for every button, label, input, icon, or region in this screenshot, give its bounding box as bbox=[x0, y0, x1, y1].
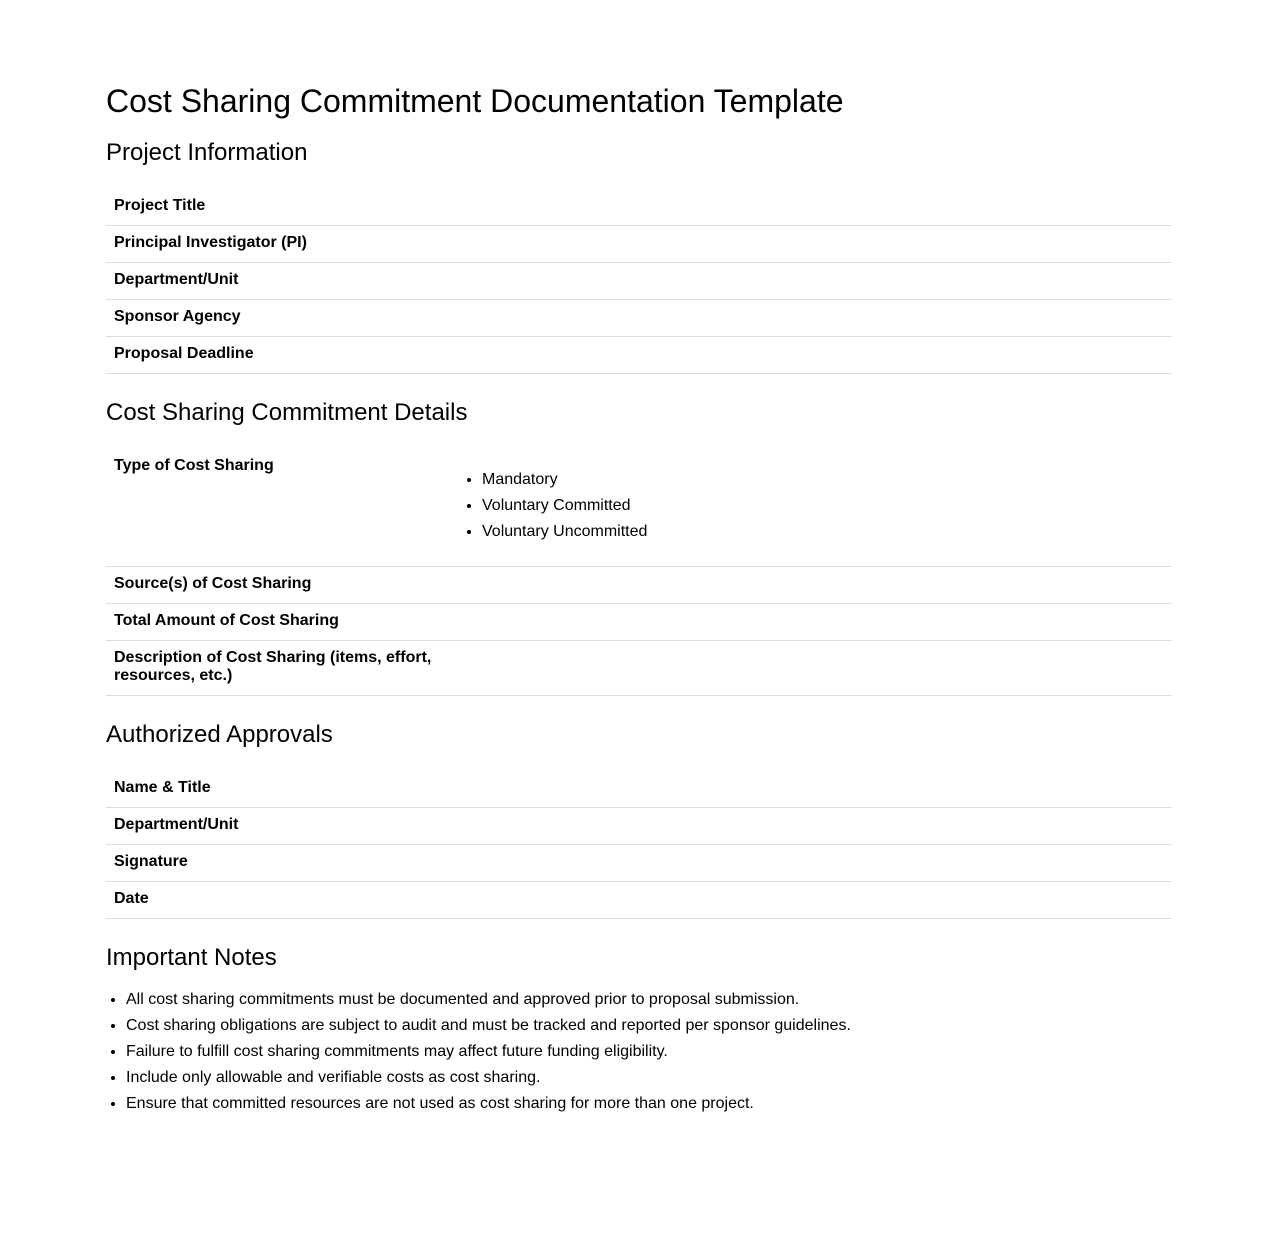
list-item: • Include only allowable and verifiable costs as cost sharing. bbox=[126, 1065, 1172, 1091]
field-label-total-amount: Total Amount of Cost Sharing bbox=[106, 604, 455, 641]
project-information-table bbox=[106, 189, 1172, 374]
field-label-signature: Signature bbox=[106, 845, 455, 882]
list-item: • All cost sharing commitments must be documented and approved prior to proposal submission. bbox=[126, 987, 1172, 1013]
field-value-signature[interactable] bbox=[455, 845, 1172, 882]
field-label-name-title: Name & Title bbox=[106, 771, 455, 808]
list-item: • Failure to fulfill cost sharing commitments may affect future funding eligibility. bbox=[126, 1039, 1172, 1065]
table-row bbox=[106, 771, 1172, 808]
table-row bbox=[106, 845, 1172, 882]
field-value-proposal-deadline[interactable] bbox=[455, 337, 1172, 374]
commitment-details-table bbox=[106, 449, 1172, 696]
important-notes-list bbox=[106, 987, 1172, 1117]
field-value-sources[interactable] bbox=[455, 567, 1172, 604]
field-label-sources: Source(s) of Cost Sharing bbox=[106, 567, 455, 604]
field-value-department-unit[interactable] bbox=[455, 263, 1172, 300]
field-value-name-title[interactable] bbox=[455, 771, 1172, 808]
field-label-sponsor-agency: Sponsor Agency bbox=[106, 300, 455, 337]
field-value-project-title[interactable] bbox=[455, 189, 1172, 226]
cost-sharing-type-options bbox=[463, 467, 1164, 545]
table-row bbox=[106, 337, 1172, 374]
table-row bbox=[106, 567, 1172, 604]
table-row bbox=[106, 604, 1172, 641]
list-item: • Cost sharing obligations are subject to audit and must be tracked and reported per sponsor guidelines. bbox=[126, 1013, 1172, 1039]
field-value-approval-department-unit[interactable] bbox=[455, 808, 1172, 845]
field-value-principal-investigator[interactable] bbox=[455, 226, 1172, 263]
authorized-approvals-table bbox=[106, 771, 1172, 919]
field-label-type-of-cost-sharing: Type of Cost Sharing bbox=[106, 449, 455, 567]
field-label-approval-department-unit: Department/Unit bbox=[106, 808, 455, 845]
section-heading-important-notes: Important Notes bbox=[106, 944, 277, 971]
field-label-proposal-deadline: Proposal Deadline bbox=[106, 337, 455, 374]
section-heading-project-information: Project Information bbox=[106, 139, 308, 166]
table-row bbox=[106, 449, 1172, 567]
field-value-description[interactable] bbox=[455, 641, 1172, 696]
field-value-total-amount[interactable] bbox=[455, 604, 1172, 641]
option-mandatory[interactable]: • Mandatory bbox=[482, 467, 1164, 493]
field-value-sponsor-agency[interactable] bbox=[455, 300, 1172, 337]
option-voluntary-uncommitted[interactable]: • Voluntary Uncommitted bbox=[482, 519, 1164, 545]
list-item: • Ensure that committed resources are not used as cost sharing for more than one project. bbox=[126, 1091, 1172, 1117]
section-heading-commitment-details: Cost Sharing Commitment Details bbox=[106, 399, 468, 426]
option-voluntary-committed[interactable]: • Voluntary Committed bbox=[482, 493, 1164, 519]
field-label-project-title: Project Title bbox=[106, 189, 455, 226]
field-label-department-unit: Department/Unit bbox=[106, 263, 455, 300]
table-row bbox=[106, 300, 1172, 337]
page-title: Cost Sharing Commitment Documentation Template bbox=[106, 83, 844, 119]
table-row bbox=[106, 641, 1172, 696]
table-row bbox=[106, 226, 1172, 263]
table-row bbox=[106, 808, 1172, 845]
table-row bbox=[106, 882, 1172, 919]
field-label-description: Description of Cost Sharing (items, effort, resources, etc.) bbox=[106, 641, 455, 696]
field-label-date: Date bbox=[106, 882, 455, 919]
table-row bbox=[106, 263, 1172, 300]
field-label-principal-investigator: Principal Investigator (PI) bbox=[106, 226, 455, 263]
section-heading-authorized-approvals: Authorized Approvals bbox=[106, 721, 333, 748]
table-row bbox=[106, 189, 1172, 226]
field-value-date[interactable] bbox=[455, 882, 1172, 919]
field-value-type-of-cost-sharing bbox=[455, 449, 1172, 567]
